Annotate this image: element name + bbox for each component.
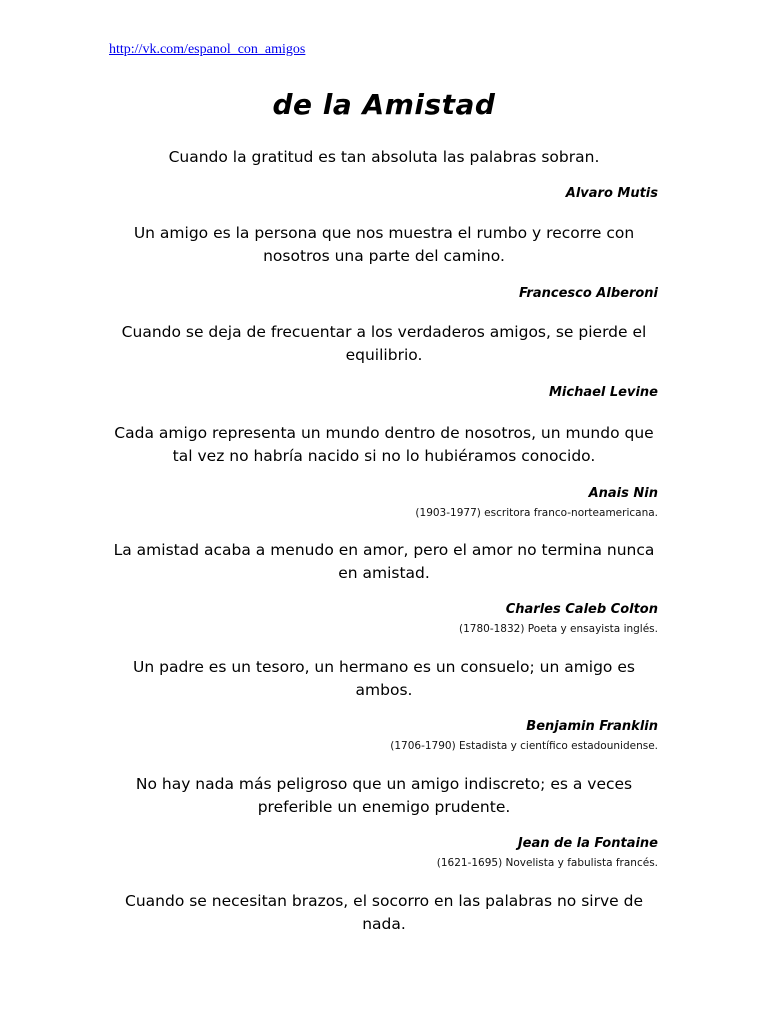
quote-author: Jean de la Fontaine [517, 836, 658, 851]
quote-author: Michael Levine [548, 385, 658, 400]
author-bio: (1903-1977) escritora franco-norteamericana. [415, 507, 658, 519]
quote-author: Charles Caleb Colton [505, 602, 658, 617]
quote-text: La amistad acaba a menudo en amor, pero el amor no termina nunca en amistad. [113, 541, 655, 582]
author-bio: (1706-1790) Estadista y científico estadounidense. [390, 740, 658, 752]
quote-author: Benjamin Franklin [526, 719, 658, 734]
quote-text: Un padre es un tesoro, un hermano es un consuelo; un amigo es ambos. [133, 658, 635, 699]
quote-text: Cuando la gratitud es tan absoluta las palabras sobran. [168, 148, 600, 166]
quote-text: Un amigo es la persona que nos muestra el rumbo y recorre con nosotros una parte del camino. [133, 224, 635, 265]
vk-link[interactable]: http://vk.com/espanol_con_amigos [109, 42, 306, 57]
quote-author: Francesco Alberoni [518, 286, 658, 301]
quote-text: Cuando se deja de frecuentar a los verdaderos amigos, se pierde el equilibrio. [121, 323, 647, 364]
author-bio: (1621-1695) Novelista y fabulista francés. [436, 857, 658, 869]
quote-author: Alvaro Mutis [565, 186, 658, 201]
quote-text: No hay nada más peligroso que un amigo indiscreto; es a veces preferible un enemigo prudente. [135, 775, 633, 816]
quote-text: Cuando se necesitan brazos, el socorro en las palabras no sirve de nada. [125, 892, 643, 933]
quote-text: Cada amigo representa un mundo dentro de nosotros, un mundo que tal vez no habría nacido si no lo hubiéramos conocido. [114, 424, 654, 465]
quote-author: Anais Nin [588, 486, 658, 501]
page-title: de la Amistad [272, 88, 496, 121]
author-bio: (1780-1832) Poeta y ensayista inglés. [459, 623, 658, 635]
